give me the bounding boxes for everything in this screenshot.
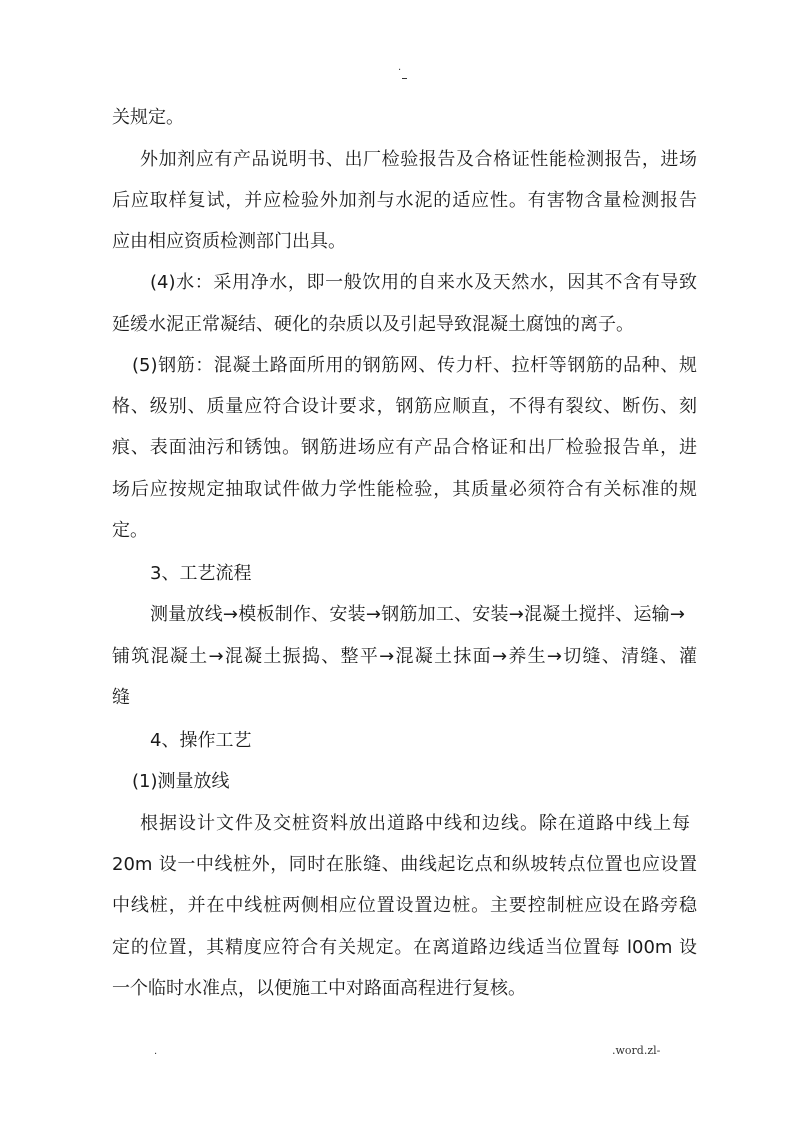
text-line: 后应取样复试，并应检验外加剂与水泥的适应性。有害物含量检测报告 (112, 190, 697, 211)
text-line: 应由相应资质检测部门出具。 (112, 231, 346, 252)
section-heading: 3、工艺流程 (150, 563, 252, 584)
footer-mark: . (154, 1046, 158, 1057)
text-line: (5)钢筋：混凝土路面所用的钢筋网、传力杆、拉杆等钢筋的品种、规 (132, 355, 697, 376)
text-line: 延缓水泥正常凝结、硬化的杂质以及引起导致混凝土腐蚀的离子。 (112, 314, 634, 335)
text-line: 20m 设一中线桩外，同时在胀缝、曲线起讫点和纵坡转点位置也应设置 (112, 854, 697, 875)
subsection-heading: (1)测量放线 (132, 771, 230, 792)
text-line: 一个临时水准点，以便施工中对路面高程进行复核。 (112, 978, 526, 999)
text-line: 测量放线→模板制作、安装→钢筋加工、安装→混凝土搅拌、运输→ (150, 604, 685, 625)
text-line: 场后应按规定抽取试件做力学性能检验，其质量必须符合有关标准的规 (112, 479, 697, 500)
text-line: 外加剂应有产品说明书、出厂检验报告及合格证性能检测报告，进场 (140, 149, 697, 170)
text-line: 铺筑混凝土→混凝土振捣、整平→混凝土抹面→养生→切缝、清缝、灌 (112, 646, 697, 667)
text-line: (4)水：采用净水，即一般饮用的自来水及天然水，因其不含有导致 (150, 272, 697, 293)
footer-text: .word.zl- (612, 1044, 661, 1057)
text-line: 根据设计文件及交桩资料放出道路中线和边线。除在道路中线上每 (140, 813, 690, 834)
text-line: 痕、表面油污和锈蚀。钢筋进场应有产品合格证和出厂检验报告单，进 (112, 437, 697, 458)
text-line: 定。 (112, 520, 148, 541)
header-rule (402, 78, 407, 79)
text-line: 格、级别、质量应符合设计要求，钢筋应顺直，不得有裂纹、断伤、刻 (112, 396, 697, 417)
text-line: 定的位置，其精度应符合有关规定。在离道路边线适当位置每 l00m 设 (112, 937, 697, 958)
header-mark: . (398, 62, 402, 73)
section-heading: 4、操作工艺 (150, 730, 252, 751)
text-line: 缝 (112, 687, 130, 708)
text-line: 关规定。 (112, 107, 184, 128)
text-line: 中线桩，并在中线桩两侧相应位置设置边桩。主要控制桩应设在路旁稳 (112, 895, 697, 916)
